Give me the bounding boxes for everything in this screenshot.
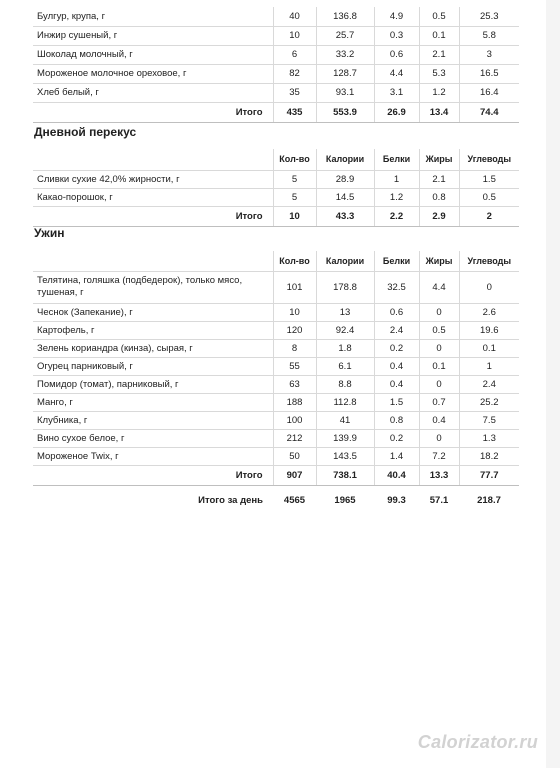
- dinner-table: [33, 251, 519, 486]
- cell-calories: 178.8: [316, 271, 374, 303]
- cell-protein: 2.4: [374, 321, 419, 339]
- snack-rows: [33, 170, 519, 226]
- total-calories: 43.3: [316, 206, 374, 226]
- table-row: [33, 429, 519, 447]
- header-prot: Белки: [374, 149, 419, 170]
- cell-carbs: 18.2: [459, 447, 519, 465]
- cell-calories: 6.1: [316, 357, 374, 375]
- section-total-row: [33, 206, 519, 226]
- table-row: [33, 7, 519, 26]
- total-carbs: 77.7: [459, 465, 519, 485]
- cell-carbs: 2.6: [459, 303, 519, 321]
- total-label: Итого: [33, 206, 273, 226]
- cell-qty: 10: [273, 303, 316, 321]
- total-label: Итого: [33, 102, 273, 122]
- cell-protein: 3.1: [374, 83, 419, 102]
- cell-protein: 1.5: [374, 393, 419, 411]
- table-row: [33, 271, 519, 303]
- food-name: Чеснок (Запекание), г: [33, 303, 273, 321]
- food-name: Манго, г: [33, 393, 273, 411]
- cell-calories: 14.5: [316, 188, 374, 206]
- total-qty: 907: [273, 465, 316, 485]
- cell-calories: 112.8: [316, 393, 374, 411]
- table-header-row: [33, 149, 519, 170]
- cell-carbs: 7.5: [459, 411, 519, 429]
- total-protein: 26.9: [374, 102, 419, 122]
- header-name: [33, 251, 273, 271]
- total-protein: 40.4: [374, 465, 419, 485]
- cell-protein: 0.3: [374, 26, 419, 45]
- food-name: Телятина, голяшка (подбедерок), только мясо, тушеная, г: [33, 271, 273, 303]
- table-row: [33, 393, 519, 411]
- table-row: [33, 375, 519, 393]
- total-label: Итого: [33, 465, 273, 485]
- food-name: Помидор (томат), парниковый, г: [33, 375, 273, 393]
- table-header-row: [33, 251, 519, 271]
- table-row: [33, 188, 519, 206]
- header-fat: Жиры: [419, 149, 459, 170]
- cell-fat: 7.2: [419, 447, 459, 465]
- cell-carbs: 2.4: [459, 375, 519, 393]
- cell-calories: 136.8: [316, 7, 374, 26]
- cell-carbs: 0.1: [459, 339, 519, 357]
- table-row: [33, 45, 519, 64]
- table-row: [33, 64, 519, 83]
- cell-qty: 8: [273, 339, 316, 357]
- cell-carbs: 0.5: [459, 188, 519, 206]
- cell-protein: 1.4: [374, 447, 419, 465]
- prev-meal-rows: [33, 7, 519, 122]
- food-name: Зелень кориандра (кинза), сырая, г: [33, 339, 273, 357]
- dinner-rows: [33, 271, 519, 485]
- food-name: Мороженое молочное ореховое, г: [33, 64, 273, 83]
- table-row: [33, 303, 519, 321]
- cell-carbs: 1.3: [459, 429, 519, 447]
- cell-qty: 82: [273, 64, 316, 83]
- header-carb: Углеводы: [459, 251, 519, 271]
- total-carbs: 74.4: [459, 102, 519, 122]
- header-fat: Жиры: [419, 251, 459, 271]
- header-name: [33, 149, 273, 170]
- cell-fat: 0.5: [419, 7, 459, 26]
- cell-calories: 33.2: [316, 45, 374, 64]
- cell-calories: 93.1: [316, 83, 374, 102]
- section-total-row: [33, 465, 519, 485]
- cell-fat: 2.1: [419, 45, 459, 64]
- cell-qty: 120: [273, 321, 316, 339]
- section-title-snack: Дневной перекус: [34, 125, 137, 139]
- cell-calories: 8.8: [316, 375, 374, 393]
- cell-fat: 5.3: [419, 64, 459, 83]
- header-cal: Калории: [316, 251, 374, 271]
- cell-fat: 0.7: [419, 393, 459, 411]
- cell-calories: 28.9: [316, 170, 374, 188]
- total-calories: 553.9: [316, 102, 374, 122]
- food-name: Картофель, г: [33, 321, 273, 339]
- cell-qty: 35: [273, 83, 316, 102]
- day-total-table: [33, 490, 519, 510]
- cell-fat: 0.5: [419, 321, 459, 339]
- cell-protein: 32.5: [374, 271, 419, 303]
- cell-protein: 1: [374, 170, 419, 188]
- header-prot: Белки: [374, 251, 419, 271]
- cell-carbs: 3: [459, 45, 519, 64]
- cell-fat: 0.1: [419, 357, 459, 375]
- cell-qty: 100: [273, 411, 316, 429]
- header-qty: Кол-во: [273, 149, 316, 170]
- cell-qty: 10: [273, 26, 316, 45]
- table-row: [33, 170, 519, 188]
- total-qty: 10: [273, 206, 316, 226]
- cell-carbs: 0: [459, 271, 519, 303]
- food-name: Инжир сушеный, г: [33, 26, 273, 45]
- food-name: Клубника, г: [33, 411, 273, 429]
- cell-protein: 0.2: [374, 429, 419, 447]
- cell-carbs: 16.4: [459, 83, 519, 102]
- day-total-row: [33, 490, 519, 510]
- day-total-qty: 4565: [283, 494, 306, 506]
- cell-protein: 0.6: [374, 303, 419, 321]
- cell-carbs: 16.5: [459, 64, 519, 83]
- cell-carbs: 5.8: [459, 26, 519, 45]
- page-edge: [546, 0, 560, 768]
- cell-protein: 4.4: [374, 64, 419, 83]
- day-total-carb: 218.7: [477, 494, 501, 506]
- day-total-fat: 57.1: [429, 494, 449, 506]
- cell-fat: 0.8: [419, 188, 459, 206]
- food-name: Хлеб белый, г: [33, 83, 273, 102]
- cell-fat: 4.4: [419, 271, 459, 303]
- cell-fat: 0: [419, 429, 459, 447]
- cell-fat: 0: [419, 303, 459, 321]
- cell-carbs: 25.3: [459, 7, 519, 26]
- cell-protein: 0.8: [374, 411, 419, 429]
- table-row: [33, 321, 519, 339]
- cell-protein: 0.2: [374, 339, 419, 357]
- cell-fat: 0.4: [419, 411, 459, 429]
- cell-protein: 0.4: [374, 357, 419, 375]
- cell-calories: 25.7: [316, 26, 374, 45]
- cell-fat: 0.1: [419, 26, 459, 45]
- table-row: [33, 83, 519, 102]
- cell-qty: 63: [273, 375, 316, 393]
- total-calories: 738.1: [316, 465, 374, 485]
- day-total-prot: 99.3: [387, 494, 406, 506]
- food-name: Какао-порошок, г: [33, 188, 273, 206]
- cell-fat: 0: [419, 375, 459, 393]
- day-total-label: Итого за день: [198, 494, 263, 506]
- total-fat: 2.9: [419, 206, 459, 226]
- section-total-row: [33, 102, 519, 122]
- day-total-cal: 1965: [334, 494, 356, 506]
- total-qty: 435: [273, 102, 316, 122]
- food-name: Вино сухое белое, г: [33, 429, 273, 447]
- header-cal: Калории: [316, 149, 374, 170]
- cell-qty: 55: [273, 357, 316, 375]
- cell-protein: 1.2: [374, 188, 419, 206]
- cell-calories: 128.7: [316, 64, 374, 83]
- cell-qty: 50: [273, 447, 316, 465]
- total-protein: 2.2: [374, 206, 419, 226]
- section-title-dinner: Ужин: [34, 226, 65, 240]
- total-fat: 13.3: [419, 465, 459, 485]
- table-row: [33, 357, 519, 375]
- cell-calories: 92.4: [316, 321, 374, 339]
- cell-calories: 143.5: [316, 447, 374, 465]
- table-row: [33, 447, 519, 465]
- food-name: Огурец парниковый, г: [33, 357, 273, 375]
- cell-fat: 1.2: [419, 83, 459, 102]
- cell-carbs: 1: [459, 357, 519, 375]
- cell-fat: 0: [419, 339, 459, 357]
- prev-meal-table: [33, 7, 519, 123]
- cell-qty: 212: [273, 429, 316, 447]
- cell-qty: 5: [273, 188, 316, 206]
- cell-calories: 13: [316, 303, 374, 321]
- cell-protein: 0.4: [374, 375, 419, 393]
- cell-calories: 139.9: [316, 429, 374, 447]
- cell-protein: 4.9: [374, 7, 419, 26]
- food-name: Булгур, крупа, г: [33, 7, 273, 26]
- cell-carbs: 1.5: [459, 170, 519, 188]
- cell-calories: 41: [316, 411, 374, 429]
- table-row: [33, 26, 519, 45]
- cell-qty: 5: [273, 170, 316, 188]
- cell-qty: 40: [273, 7, 316, 26]
- cell-qty: 6: [273, 45, 316, 64]
- food-name: Шоколад молочный, г: [33, 45, 273, 64]
- total-fat: 13.4: [419, 102, 459, 122]
- snack-table: [33, 149, 519, 227]
- cell-qty: 188: [273, 393, 316, 411]
- watermark: Calorizator.ru: [417, 732, 538, 752]
- cell-carbs: 19.6: [459, 321, 519, 339]
- cell-carbs: 25.2: [459, 393, 519, 411]
- food-name: Мороженое Twix, г: [33, 447, 273, 465]
- cell-qty: 101: [273, 271, 316, 303]
- table-row: [33, 339, 519, 357]
- table-row: [33, 411, 519, 429]
- cell-calories: 1.8: [316, 339, 374, 357]
- food-name: Сливки сухие 42,0% жирности, г: [33, 170, 273, 188]
- header-carb: Углеводы: [459, 149, 519, 170]
- cell-protein: 0.6: [374, 45, 419, 64]
- total-carbs: 2: [459, 206, 519, 226]
- header-qty: Кол-во: [273, 251, 316, 271]
- cell-fat: 2.1: [419, 170, 459, 188]
